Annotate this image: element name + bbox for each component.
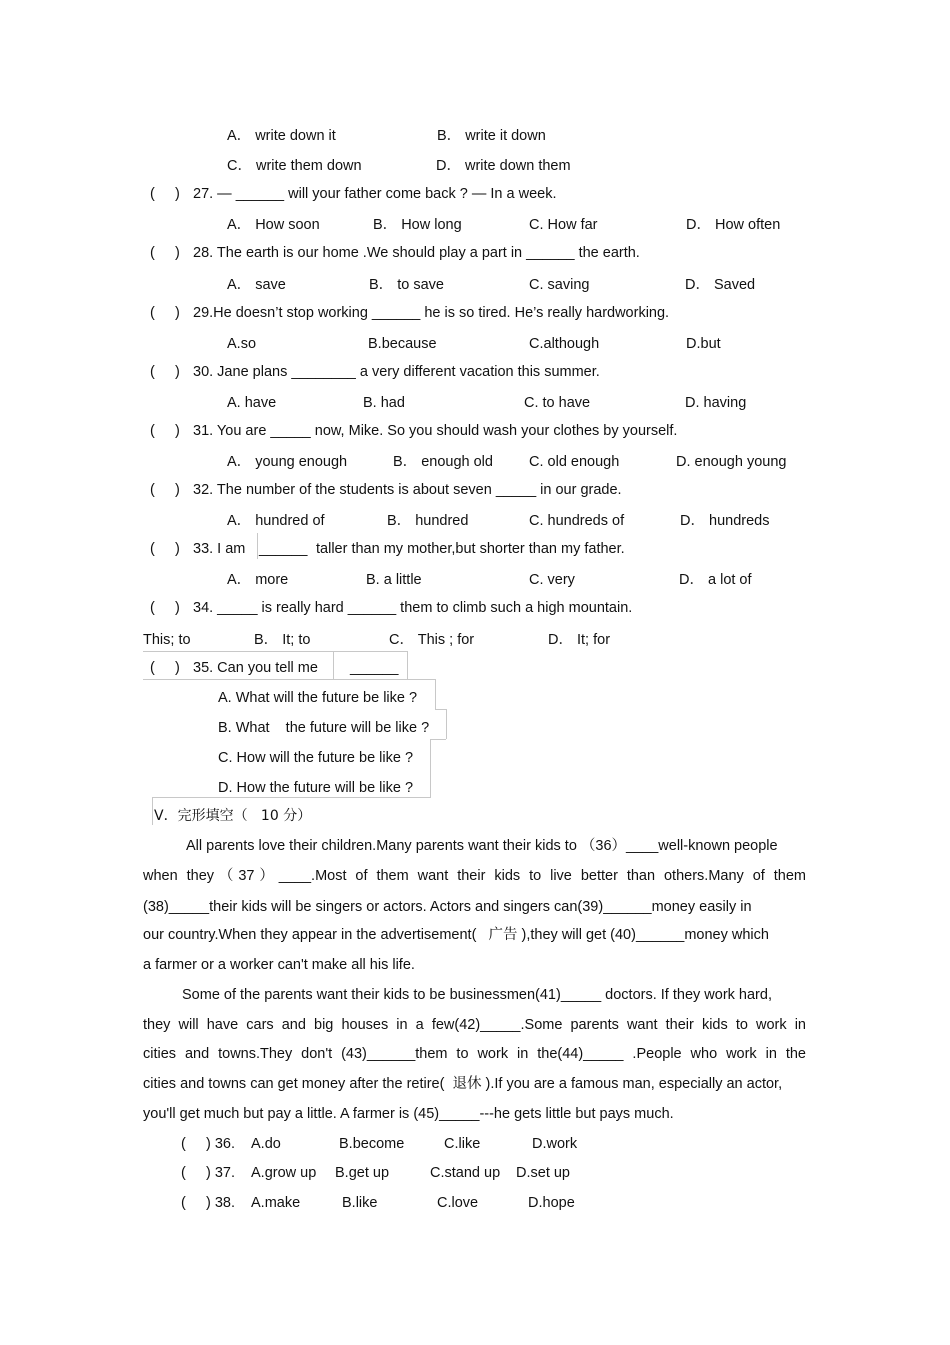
passage-p1-line5: a farmer or a worker can't make all his life.: [143, 957, 415, 973]
q32-option-b: B． hundred: [387, 513, 469, 529]
q34-answer-parens[interactable]: ( ): [150, 600, 180, 616]
q27-option-a: A． How soon: [227, 217, 320, 233]
q32-stem: 32. The number of the students is about seven _____ in our grade.: [193, 482, 622, 498]
table-border: [435, 679, 436, 709]
passage-p1-line2: when they（37）____.Most of them want their kids to live better than others.Many of them: [143, 868, 806, 884]
table-border: [143, 651, 408, 652]
cloze-q37-number[interactable]: ( ) 37.: [181, 1165, 235, 1181]
passage-p2-line5: you'll get much but pay a little. A farmer is (45)_____---he gets little but pays much.: [143, 1106, 674, 1122]
q35-blank: ______: [350, 660, 399, 676]
q33-stem-start: 33. I am: [193, 541, 246, 557]
table-border: [430, 739, 446, 740]
passage-p2-line1: Some of the parents want their kids to be businessmen(41)_____ doctors. If they work hard,: [182, 987, 772, 1003]
q35-stem: 35. Can you tell me: [193, 660, 318, 676]
q32-option-c: C. hundreds of: [529, 513, 625, 529]
q34-stem: 34. _____ is really hard ______ them to climb such a high mountain.: [193, 600, 633, 616]
q35-option-c: C. How will the future be like ?: [218, 750, 414, 766]
cloze-q38-option-c: C.love: [437, 1195, 479, 1211]
q26-option-d: D． write down them: [436, 158, 571, 174]
cloze-q38-option-b: B.like: [342, 1195, 378, 1211]
q35-option-b: B. What the future will be like ?: [218, 720, 430, 736]
cloze-q38-option-a: A.make: [251, 1195, 301, 1211]
q35-answer-parens[interactable]: ( ): [150, 660, 180, 676]
q33-stem-end: taller than my mother,but shorter than my father.: [316, 541, 625, 557]
q30-stem: 30. Jane plans ________ a very different vacation this summer.: [193, 364, 600, 380]
cloze-q37-option-a: A.grow up: [251, 1165, 317, 1181]
q28-option-c: C. saving: [529, 277, 590, 293]
table-border: [407, 651, 408, 679]
q29-option-b: B.because: [368, 336, 437, 352]
passage-p2-line2: they will have cars and big houses in a few(42)_____.Some parents want their kids to work in: [143, 1017, 806, 1033]
q31-option-a: A． young enough: [227, 454, 348, 470]
q31-option-c: C. old enough: [529, 454, 620, 470]
passage-p2-line4: cities and towns can get money after the retire( 退休 ).If you are a famous man, especially an actor,: [143, 1076, 783, 1092]
q31-stem: 31. You are _____ now, Mike. So you should wash your clothes by yourself.: [193, 423, 678, 439]
cloze-q38-number[interactable]: ( ) 38.: [181, 1195, 235, 1211]
q27-stem: 27. — ______ will your father come back ? — In a week.: [193, 186, 557, 202]
q35-option-d: D. How the future will be like ?: [218, 780, 414, 796]
q33-option-c: C. very: [529, 572, 575, 588]
q28-stem: 28. The earth is our home .We should play a part in ______ the earth.: [193, 245, 640, 261]
q34-option-b: B． It; to: [254, 632, 311, 648]
q27-option-c: C. How far: [529, 217, 598, 233]
q34-option-d: D． It; for: [548, 632, 611, 648]
q29-option-c: C.although: [529, 336, 600, 352]
q31-option-b: B． enough old: [393, 454, 493, 470]
cloze-q36-option-d: D.work: [532, 1136, 578, 1152]
cloze-q36-number[interactable]: ( ) 36.: [181, 1136, 235, 1152]
q26-option-a: A． write down it: [227, 128, 336, 144]
q27-answer-parens[interactable]: ( ): [150, 186, 180, 202]
table-border: [152, 797, 431, 798]
q30-option-b: B. had: [363, 395, 405, 411]
q30-answer-parens[interactable]: ( ): [150, 364, 180, 380]
section-heading: Ⅴ．完形填空（ 10 分）: [154, 808, 312, 824]
q35-option-a: A. What will the future be like ?: [218, 690, 418, 706]
cloze-q36-option-c: C.like: [444, 1136, 481, 1152]
passage-p1-line3: (38)_____their kids will be singers or actors. Actors and singers can(39)______money easily in: [143, 899, 752, 915]
q32-option-d: D． hundreds: [680, 513, 770, 529]
passage-p1-line1: All parents love their children.Many parents want their kids to （36）____well-known people: [186, 838, 778, 854]
q28-option-b: B． to save: [369, 277, 444, 293]
table-border: [152, 797, 153, 825]
q26-option-c: C． write them down: [227, 158, 362, 174]
q34-option-a: This; to: [143, 632, 191, 648]
cloze-q36-option-a: A.do: [251, 1136, 281, 1152]
q28-answer-parens[interactable]: ( ): [150, 245, 180, 261]
q26-option-b: B． write it down: [437, 128, 546, 144]
cloze-q37-option-d: D.set up: [516, 1165, 570, 1181]
q33-answer-parens[interactable]: ( ): [150, 541, 180, 557]
q34-option-c: C． This ; for: [389, 632, 475, 648]
table-border: [333, 651, 334, 679]
q30-option-c: C. to have: [524, 395, 591, 411]
q29-answer-parens[interactable]: ( ): [150, 305, 180, 321]
q30-option-d: D. having: [685, 395, 747, 411]
q33-option-d: D． a lot of: [679, 572, 752, 588]
cloze-q36-option-b: B.become: [339, 1136, 405, 1152]
q32-answer-parens[interactable]: ( ): [150, 482, 180, 498]
table-border: [435, 709, 446, 710]
q29-option-a: A.so: [227, 336, 257, 352]
q28-option-a: A． save: [227, 277, 286, 293]
table-border: [446, 709, 447, 739]
table-border: [143, 679, 435, 680]
cloze-q38-option-d: D.hope: [528, 1195, 575, 1211]
q27-option-b: B． How long: [373, 217, 462, 233]
q29-option-d: D.but: [686, 336, 721, 352]
q29-stem: 29.He doesn’t stop working ______ he is so tired. He’s really hardworking.: [193, 305, 670, 321]
q33-blank: ______: [259, 541, 308, 557]
q27-option-d: D． How often: [686, 217, 781, 233]
cloze-q37-option-c: C.stand up: [430, 1165, 501, 1181]
q28-option-d: D． Saved: [685, 277, 756, 293]
q31-option-d: D. enough young: [676, 454, 787, 470]
table-border: [430, 739, 431, 797]
q33-option-a: A． more: [227, 572, 289, 588]
cloze-q37-option-b: B.get up: [335, 1165, 390, 1181]
q33-option-b: B. a little: [366, 572, 422, 588]
passage-p2-line3: cities and towns.They don't (43)______them to work in the(44)_____ .People who work in the: [143, 1046, 806, 1062]
table-border: [257, 533, 258, 559]
q32-option-a: A． hundred of: [227, 513, 325, 529]
q30-option-a: A. have: [227, 395, 277, 411]
passage-p1-line4: our country.When they appear in the advertisement( 广告 ),they will get (40)______money which: [143, 927, 769, 943]
q31-answer-parens[interactable]: ( ): [150, 423, 180, 439]
